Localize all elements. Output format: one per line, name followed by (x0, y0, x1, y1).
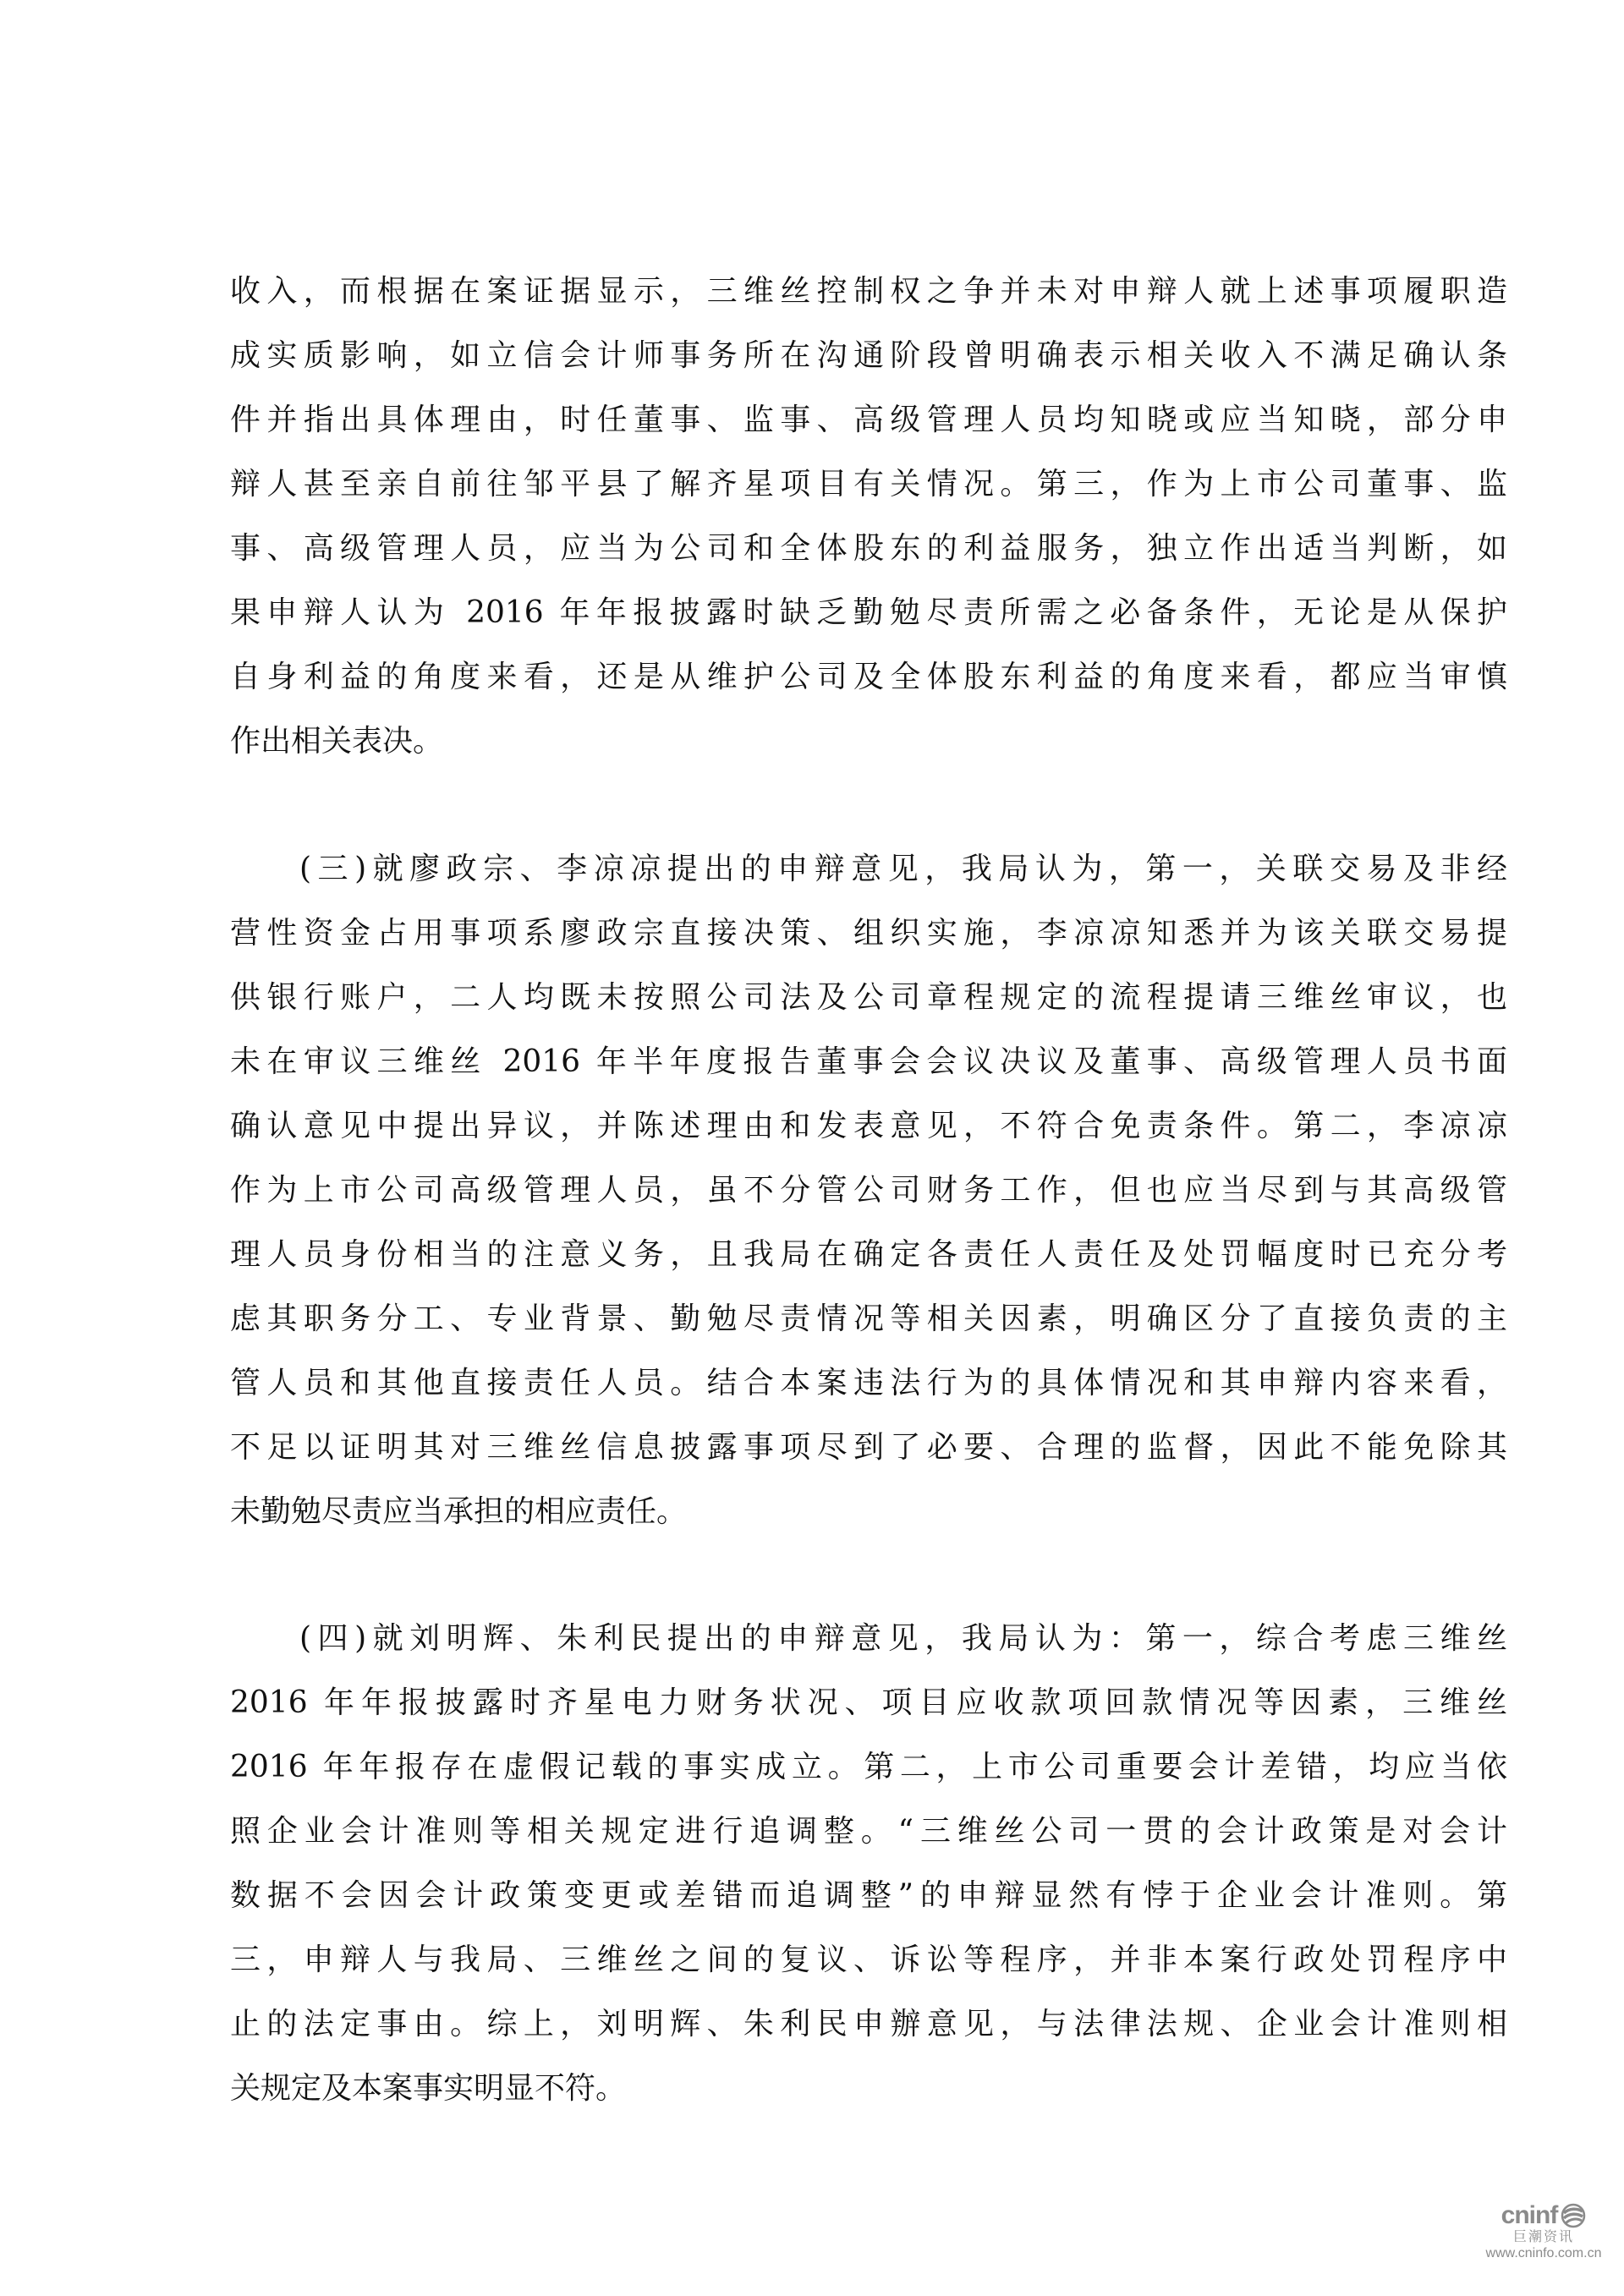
text-line: 果申辩人认为 2016 年年报披露时缺乏勤勉尽责所需之必备条件，无论是从保护 (230, 595, 1507, 630)
text-line: 作出相关表决。 (230, 724, 444, 759)
text-line: 供银行账户，二人均既未按照公司法及公司章程规定的流程提请三维丝审议，也 (230, 980, 1507, 1015)
watermark-name-cn: 巨潮资讯 (1512, 2230, 1574, 2244)
text-line: 成实质影响，如立信会计师事务所在沟通阶段曾明确表示相关收入不满足确认条 (230, 338, 1507, 373)
text-line: 未在审议三维丝 2016 年半年度报告董事会会议决议及董事、高级管理人员书面 (230, 1044, 1507, 1079)
text-line: 关规定及本案事实明显不符。 (230, 2071, 627, 2106)
watermark-logo (1472, 2201, 1616, 2230)
cninfo-logo-icon (1561, 2203, 1586, 2228)
watermark-url: www.cninfo.com.cn (1485, 2246, 1602, 2260)
text-line: 2016 年年报存在虚假记载的事实成立。第二，上市公司重要会计差错，均应当依 (230, 1750, 1507, 1784)
text-line: 止的法定事由。综上，刘明辉、朱利民申辦意见，与法律法规、企业会计准则相 (230, 2007, 1507, 2041)
text-line: 收入，而根据在案证据显示，三维丝控制权之争并未对申辩人就上述事项履职造 (230, 274, 1507, 309)
text-line: 自身利益的角度来看，还是从维护公司及全体股东利益的角度来看，都应当审慎 (230, 660, 1507, 694)
text-line: 作为上市公司高级管理人员，虽不分管公司财务工作，但也应当尽到与其高级管 (230, 1173, 1507, 1208)
text-line: 虑其职务分工、专业背景、勤勉尽责情况等相关因素，明确区分了直接负责的主 (230, 1301, 1507, 1336)
section-heading-line: (四)就刘明辉、朱利民提出的申辩意见，我局认为：第一，综合考虑三维丝 (299, 1621, 1507, 1656)
text-line: 确认意见中提出异议，并陈述理由和发表意见，不符合免责条件。第二，李凉凉 (230, 1109, 1507, 1143)
text-line: 2016 年年报披露时齐星电力财务状况、项目应收款项回款情况等因素，三维丝 (230, 1685, 1507, 1720)
watermark-brand: cninf (1501, 2201, 1558, 2229)
text-line: 不足以证明其对三维丝信息披露事项尽到了必要、合理的监督，因此不能免除其 (230, 1430, 1507, 1465)
text-line: 管人员和其他直接责任人员。结合本案违法行为的具体情况和其申辩内容来看， (230, 1366, 1507, 1400)
text-line: 未勤勉尽责应当承担的相应责任。 (230, 1494, 688, 1529)
text-line: 事、高级管理人员，应当为公司和全体股东的利益服务，独立作出适当判断，如 (230, 531, 1507, 566)
cninfo-watermark (1472, 2201, 1616, 2269)
text-line: 理人员身份相当的注意义务，且我局在确定各责任人责任及处罚幅度时已充分考 (230, 1237, 1507, 1272)
text-line: 数据不会因会计政策变更或差错而追调整”的申辩显然有悖于企业会计准则。第 (230, 1878, 1507, 1913)
text-line: 件并指出具体理由，时任董事、监事、高级管理人员均知晓或应当知晓，部分申 (230, 403, 1507, 437)
text-line: 三，申辩人与我局、三维丝之间的复议、诉讼等程序，并非本案行政处罚程序中 (230, 1943, 1507, 1977)
text-line: 营性资金占用事项系廖政宗直接决策、组织实施，李凉凉知悉并为该关联交易提 (230, 916, 1507, 951)
section-heading-line: (三)就廖政宗、李凉凉提出的申辩意见，我局认为，第一，关联交易及非经 (299, 852, 1507, 886)
text-line: 辩人甚至亲自前往邹平县了解齐星项目有关情况。第三，作为上市公司董事、监 (230, 467, 1507, 501)
text-line: 照企业会计准则等相关规定进行追调整。“三维丝公司一贯的会计政策是对会计 (230, 1814, 1507, 1849)
